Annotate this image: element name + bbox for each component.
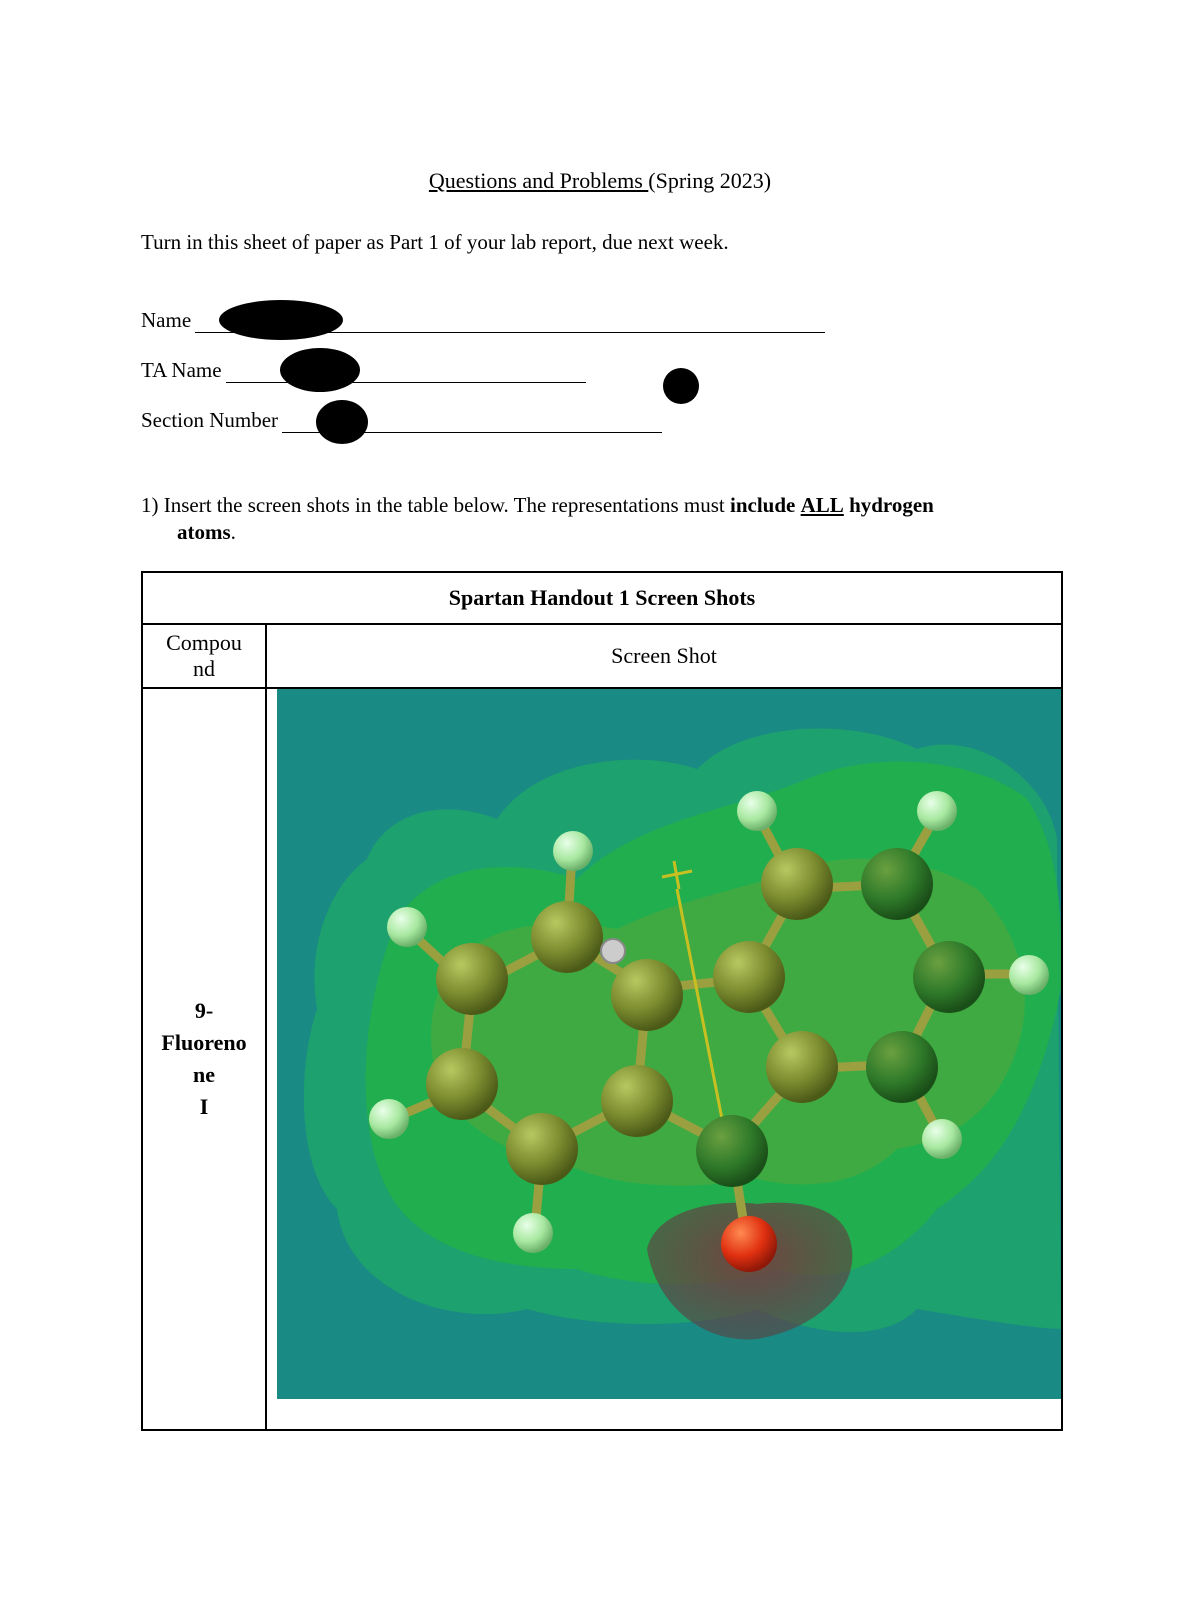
compound-name-cell [142,688,266,1430]
question-1-bold-atoms: atoms [177,520,231,544]
screenshot-cell [266,688,1062,1430]
instruction-text: Turn in this sheet of paper as Part 1 of your lab report, due next week. [141,230,729,254]
compound-header-line-2: nd [193,656,215,681]
question-1-continuation [141,519,1061,546]
question-1-bold-hydrogen: hydrogen [849,493,934,517]
table-row [142,688,1062,1430]
compound-header-line-1: Compou [166,630,242,655]
name-field [141,308,825,333]
oxygen-atom [721,1216,777,1272]
name-label: Name [141,308,192,332]
cursor-marker [601,939,625,963]
screenshots-table [141,571,1063,1431]
compound-name-line: Fluoreno [161,1030,247,1055]
table-heading: Spartan Handout 1 Screen Shots [142,572,1062,624]
title-underlined: Questions and Problems [428,168,649,193]
molecule-screenshot[interactable] [277,689,1061,1399]
ta-name-field [141,358,586,383]
compound-name-line: 9- [194,998,214,1023]
question-1-text: 1) Insert the screen shots in the table below. The representations must [141,493,731,517]
section-number-line[interactable] [282,412,662,433]
page-title [0,168,1200,194]
redaction-mark [280,348,360,392]
column-header-screenshot: Screen Shot [266,624,1062,688]
ta-name-label: TA Name [141,358,222,382]
question-1-end: . [230,520,236,544]
question-1 [141,492,1061,546]
section-number-field [141,408,662,433]
electrostatic-potential-map-image [277,689,1061,1399]
compound-name-line: I [199,1094,209,1119]
title-rest: (Spring 2023) [648,168,772,193]
section-number-label: Section Number [141,408,279,432]
redaction-dot [663,368,699,404]
column-header-compound [142,624,266,688]
question-1-bold-underlined: ALL [800,493,844,517]
ta-name-line[interactable] [226,362,586,383]
compound-name-line: ne [193,1062,215,1087]
redaction-mark [219,300,343,340]
name-line[interactable] [195,312,825,333]
question-1-bold: include [730,493,796,517]
redaction-mark [316,400,368,444]
